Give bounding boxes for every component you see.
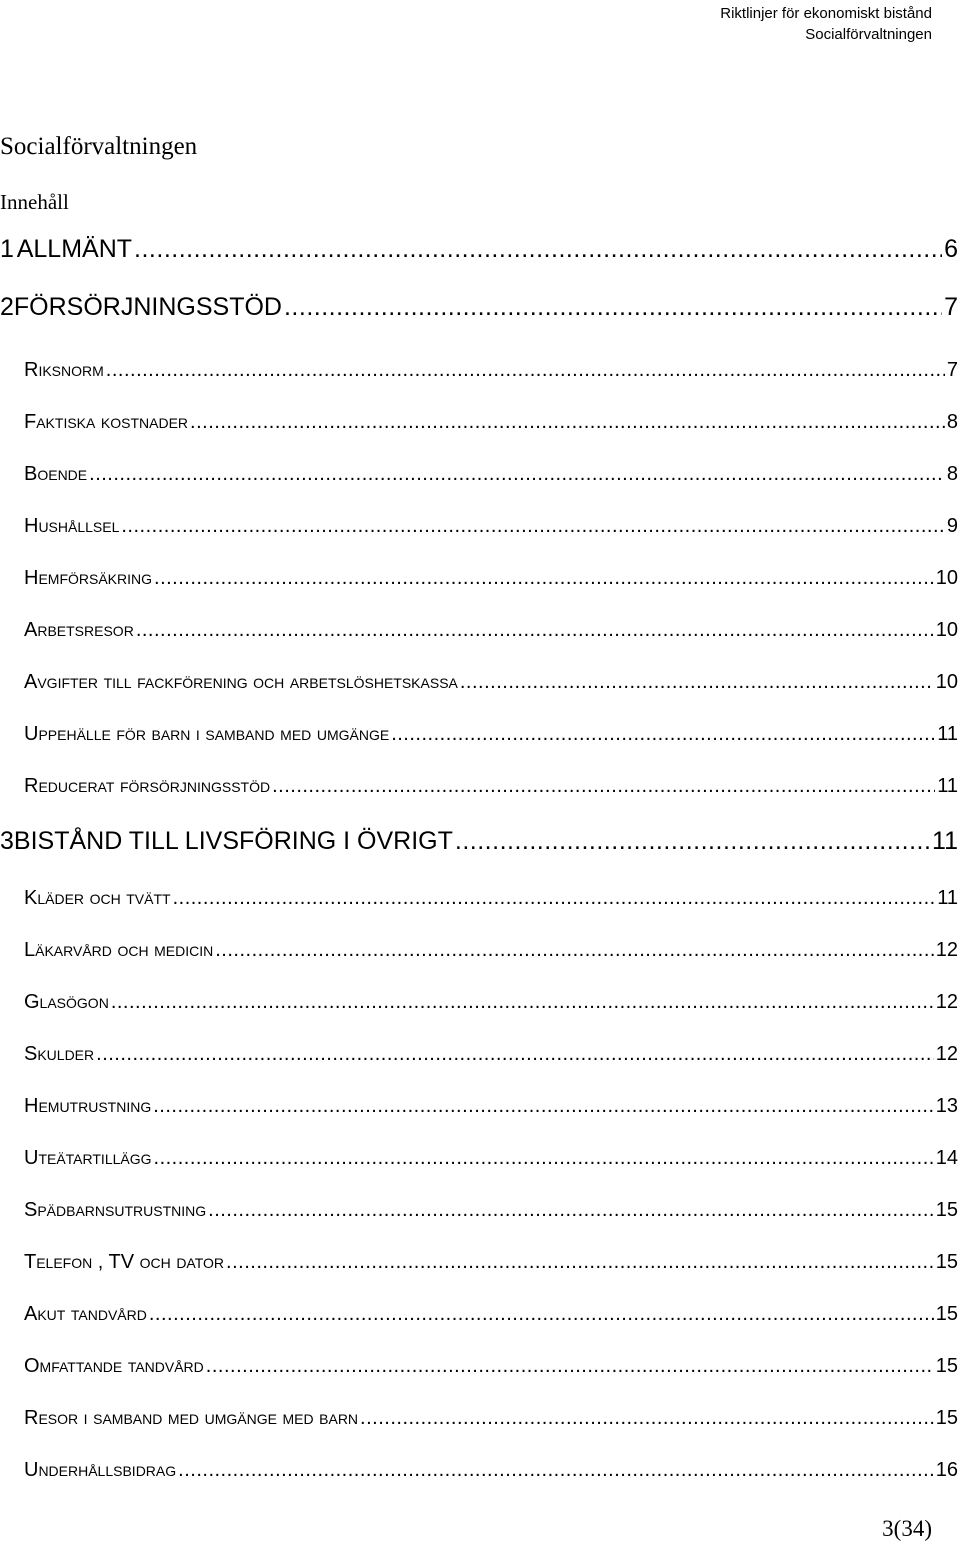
toc-entry-page: 7 bbox=[944, 293, 958, 321]
toc-entry-page: 15 bbox=[935, 1251, 958, 1273]
toc-leader bbox=[360, 1407, 934, 1430]
toc-entry-page: 11 bbox=[932, 827, 958, 855]
toc-entry[interactable] bbox=[24, 1199, 958, 1222]
toc-entry-page: 8 bbox=[946, 411, 958, 433]
toc-entry[interactable] bbox=[0, 827, 958, 856]
toc-entry-title: FÖRSÖRJNINGSSTÖD bbox=[13, 293, 282, 321]
toc-entry-title: Arbetsresor bbox=[24, 619, 134, 641]
toc-leader bbox=[455, 827, 930, 856]
toc-entry-title: Skulder bbox=[24, 1043, 95, 1065]
toc-entry[interactable] bbox=[24, 775, 958, 798]
toc-entry-title: Kläder och tvätt bbox=[24, 887, 171, 909]
toc-entry-page: 8 bbox=[946, 463, 958, 485]
toc-entry[interactable] bbox=[24, 1147, 958, 1170]
toc-entry[interactable] bbox=[24, 463, 958, 486]
toc-entry-page: 10 bbox=[935, 671, 958, 693]
toc-entry[interactable] bbox=[0, 235, 958, 264]
toc-leader bbox=[272, 775, 935, 798]
toc-entry-title: Faktiska kostnader bbox=[24, 411, 189, 433]
toc-entry[interactable] bbox=[24, 359, 958, 382]
toc-entry-title: Hemförsäkring bbox=[24, 567, 153, 589]
toc-entry-title: Omfattande tandvård bbox=[24, 1355, 204, 1377]
toc-entry-number: 1 bbox=[0, 235, 14, 263]
toc-leader bbox=[154, 1147, 934, 1170]
toc-entry-title: Läkarvård och medicin bbox=[24, 939, 214, 961]
toc-entry[interactable] bbox=[24, 1095, 958, 1118]
toc-entry[interactable] bbox=[24, 1043, 958, 1066]
toc-entry-page: 6 bbox=[944, 235, 958, 263]
toc-leader bbox=[121, 515, 945, 538]
toc-leader bbox=[154, 567, 934, 590]
toc-leader bbox=[226, 1251, 934, 1274]
toc-entry[interactable] bbox=[24, 671, 958, 694]
toc-entry-page: 12 bbox=[935, 939, 958, 961]
toc-entry-number: 2 bbox=[0, 293, 14, 321]
toc-entry-title: Spädbarnsutrustning bbox=[24, 1199, 207, 1221]
toc-entry-page: 10 bbox=[935, 567, 958, 589]
toc-entry-page: 11 bbox=[937, 887, 958, 909]
toc-entry[interactable] bbox=[24, 887, 958, 910]
toc-leader bbox=[190, 411, 945, 434]
toc-leader bbox=[96, 1043, 934, 1066]
toc-entry-page: 12 bbox=[935, 991, 958, 1013]
toc-entry-page: 15 bbox=[935, 1199, 958, 1221]
running-header bbox=[720, 3, 932, 45]
toc-entry-title: Uteätartillägg bbox=[24, 1147, 152, 1169]
toc-entry-title: Resor i samband med umgänge med barn bbox=[24, 1407, 359, 1429]
header-department: Socialförvaltningen bbox=[805, 26, 932, 43]
toc-leader bbox=[173, 887, 936, 910]
toc-leader bbox=[89, 463, 945, 486]
toc-leader bbox=[106, 359, 945, 382]
toc-entry[interactable] bbox=[24, 723, 958, 746]
toc-leader bbox=[178, 1459, 934, 1482]
toc-entry-page: 14 bbox=[935, 1147, 958, 1169]
toc-entry-page: 7 bbox=[946, 359, 958, 381]
toc-entry-page: 11 bbox=[937, 775, 958, 797]
toc-entry-title: BISTÅND TILL LIVSFÖRING I ÖVRIGT bbox=[13, 827, 453, 855]
toc-leader bbox=[134, 235, 942, 264]
organization-title: Socialförvaltningen bbox=[0, 133, 198, 160]
toc-leader bbox=[215, 939, 934, 962]
toc-leader bbox=[153, 1095, 934, 1118]
toc-entry-title: Underhållsbidrag bbox=[24, 1459, 177, 1481]
header-document-title: Riktlinjer för ekonomiskt bistånd bbox=[720, 5, 932, 22]
toc-entry-page: 10 bbox=[935, 619, 958, 641]
toc-entry-title: Uppehälle för barn i samband med umgänge bbox=[24, 723, 390, 745]
toc-leader bbox=[206, 1355, 934, 1378]
toc-entry[interactable] bbox=[0, 293, 958, 322]
contents-heading: Innehåll bbox=[0, 190, 69, 214]
toc-leader bbox=[284, 293, 942, 322]
toc-entry-title: Riksnorm bbox=[24, 359, 104, 381]
toc-leader bbox=[149, 1303, 934, 1326]
toc-entry-title: Telefon , TV och dator bbox=[24, 1251, 225, 1273]
toc-entry[interactable] bbox=[24, 567, 958, 590]
toc-entry-title: Reducerat försörjningsstöd bbox=[24, 775, 271, 797]
toc-entry[interactable] bbox=[24, 619, 958, 642]
toc-entry-page: 16 bbox=[935, 1459, 958, 1481]
toc-entry[interactable] bbox=[24, 1355, 958, 1378]
toc-entry-title: Akut tandvård bbox=[24, 1303, 147, 1325]
page-number: 3(34) bbox=[882, 1516, 932, 1541]
toc-leader bbox=[460, 671, 934, 694]
toc-entry-title: Boende bbox=[24, 463, 88, 485]
toc-entry[interactable] bbox=[24, 1407, 958, 1430]
toc-entry-page: 15 bbox=[935, 1355, 958, 1377]
toc-entry[interactable] bbox=[24, 515, 958, 538]
toc-entry-page: 15 bbox=[935, 1303, 958, 1325]
toc-entry-page: 13 bbox=[935, 1095, 958, 1117]
toc-leader bbox=[111, 991, 934, 1014]
toc-entry-title: ALLMÄNT bbox=[16, 235, 133, 263]
toc-entry-page: 11 bbox=[937, 723, 958, 745]
toc-entry-page: 15 bbox=[935, 1407, 958, 1429]
toc-entry-number: 3 bbox=[0, 827, 14, 855]
toc-entry[interactable] bbox=[24, 1303, 958, 1326]
toc-entry-title: Avgifter till fackförening och arbetslöshetskassa bbox=[24, 671, 458, 693]
toc-leader bbox=[136, 619, 934, 642]
toc-entry-title: Hemutrustning bbox=[24, 1095, 152, 1117]
toc-entry[interactable] bbox=[24, 1459, 958, 1482]
toc-entry-title: Hushållsel bbox=[24, 515, 120, 537]
toc-entry[interactable] bbox=[24, 991, 958, 1014]
toc-leader bbox=[208, 1199, 934, 1222]
toc-entry-page: 12 bbox=[935, 1043, 958, 1065]
toc-entry[interactable] bbox=[24, 939, 958, 962]
toc-entry[interactable] bbox=[24, 411, 958, 434]
toc-entry-title: Glasögon bbox=[24, 991, 109, 1013]
toc-leader bbox=[391, 723, 935, 746]
toc-entry[interactable] bbox=[24, 1251, 958, 1274]
toc-entry-page: 9 bbox=[946, 515, 958, 537]
